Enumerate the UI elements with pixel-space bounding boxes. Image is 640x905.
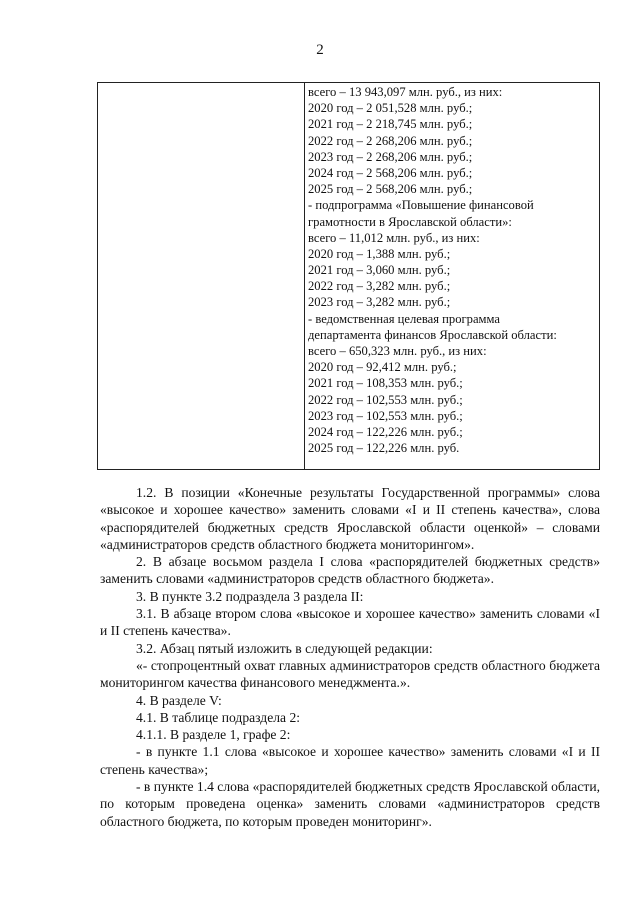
table-line: 2021 год – 3,060 млн. руб.;: [308, 263, 451, 278]
table-line: 2021 год – 108,353 млн. руб.;: [308, 376, 463, 391]
paragraph-1-2: 1.2. В позиции «Конечные результаты Государственной программы» слова «высокое и хорошее качество» заменить словами «I и II степень качества», слова «распорядителей бюджетных средств Ярославской области оценкой» – словами «администраторов средств областного бюджета мониторингом».: [100, 485, 600, 552]
funding-table: [97, 82, 600, 470]
table-line: 2022 год – 102,553 млн. руб.;: [308, 392, 463, 407]
table-line: грамотности в Ярославской области»:: [308, 214, 512, 229]
table-line: 2023 год – 102,553 млн. руб.;: [308, 408, 463, 423]
table-line: 2020 год – 92,412 млн. руб.;: [308, 360, 457, 375]
paragraph-4: 4. В разделе V:: [136, 692, 222, 708]
table-line: всего – 13 943,097 млн. руб., из них:: [308, 85, 503, 99]
paragraph-3: 3. В пункте 3.2 подраздела 3 раздела II:: [136, 588, 364, 604]
paragraph-item-1-1: - в пункте 1.1 слова «высокое и хорошее качество» заменить словами «I и II степень качества»;: [100, 744, 600, 777]
paragraph-2: 2. В абзаце восьмом раздела I слова «распорядителей бюджетных средств» заменить словами «администраторов средств областного бюджета».: [100, 554, 600, 587]
table-line: 2023 год – 2 268,206 млн. руб.;: [308, 149, 473, 164]
table-line: 2025 год – 2 568,206 млн. руб.;: [308, 182, 473, 197]
paragraph-4-1-1: 4.1.1. В разделе 1, графе 2:: [136, 727, 291, 743]
document-body: [100, 484, 600, 830]
table-line: - подпрограмма «Повышение финансовой: [308, 198, 534, 213]
table-line: 2024 год – 122,226 млн. руб.;: [308, 424, 463, 439]
table-line: всего – 650,323 млн. руб., из них:: [308, 344, 487, 358]
table-line: всего – 11,012 млн. руб., из них:: [308, 230, 480, 245]
paragraph-3-2: 3.2. Абзац пятый изложить в следующей редакции:: [136, 640, 433, 656]
paragraph-3-1: 3.1. В абзаце втором слова «высокое и хорошее качество» заменить словами «I и II степень качества».: [100, 606, 600, 639]
table-row: [98, 83, 600, 470]
paragraph-quote: «- стопроцентный охват главных администраторов средств областного бюджета мониторингом качества финансового менеджмента.».: [100, 657, 600, 691]
table-line: 2021 год – 2 218,745 млн. руб.;: [308, 117, 473, 132]
table-line: - ведомственная целевая программа: [308, 311, 500, 326]
page-number: 2: [316, 42, 324, 58]
table-line: департамента финансов Ярославской области:: [308, 327, 557, 342]
table-line: 2024 год – 2 568,206 млн. руб.;: [308, 165, 473, 180]
paragraph-item-1-4: - в пункте 1.4 слова «распорядителей бюджетных средств Ярославской области, по которым проведена оценка» заменить словами «администраторов средств областного бюджета, по которым проведен мониторинг».: [100, 779, 600, 829]
table-line: 2022 год – 3,282 млн. руб.;: [308, 279, 451, 294]
table-line: 2022 год – 2 268,206 млн. руб.;: [308, 133, 473, 148]
paragraph-4-1: 4.1. В таблице подраздела 2:: [136, 709, 301, 725]
table-right-cell: [305, 83, 600, 470]
table-line: 2025 год – 122,226 млн. руб.: [308, 441, 460, 456]
table-line: 2023 год – 3,282 млн. руб.;: [308, 295, 451, 310]
table-line: 2020 год – 1,388 млн. руб.;: [308, 246, 451, 261]
table-line: 2020 год – 2 051,528 млн. руб.;: [308, 101, 473, 116]
table-left-cell: [98, 83, 305, 470]
